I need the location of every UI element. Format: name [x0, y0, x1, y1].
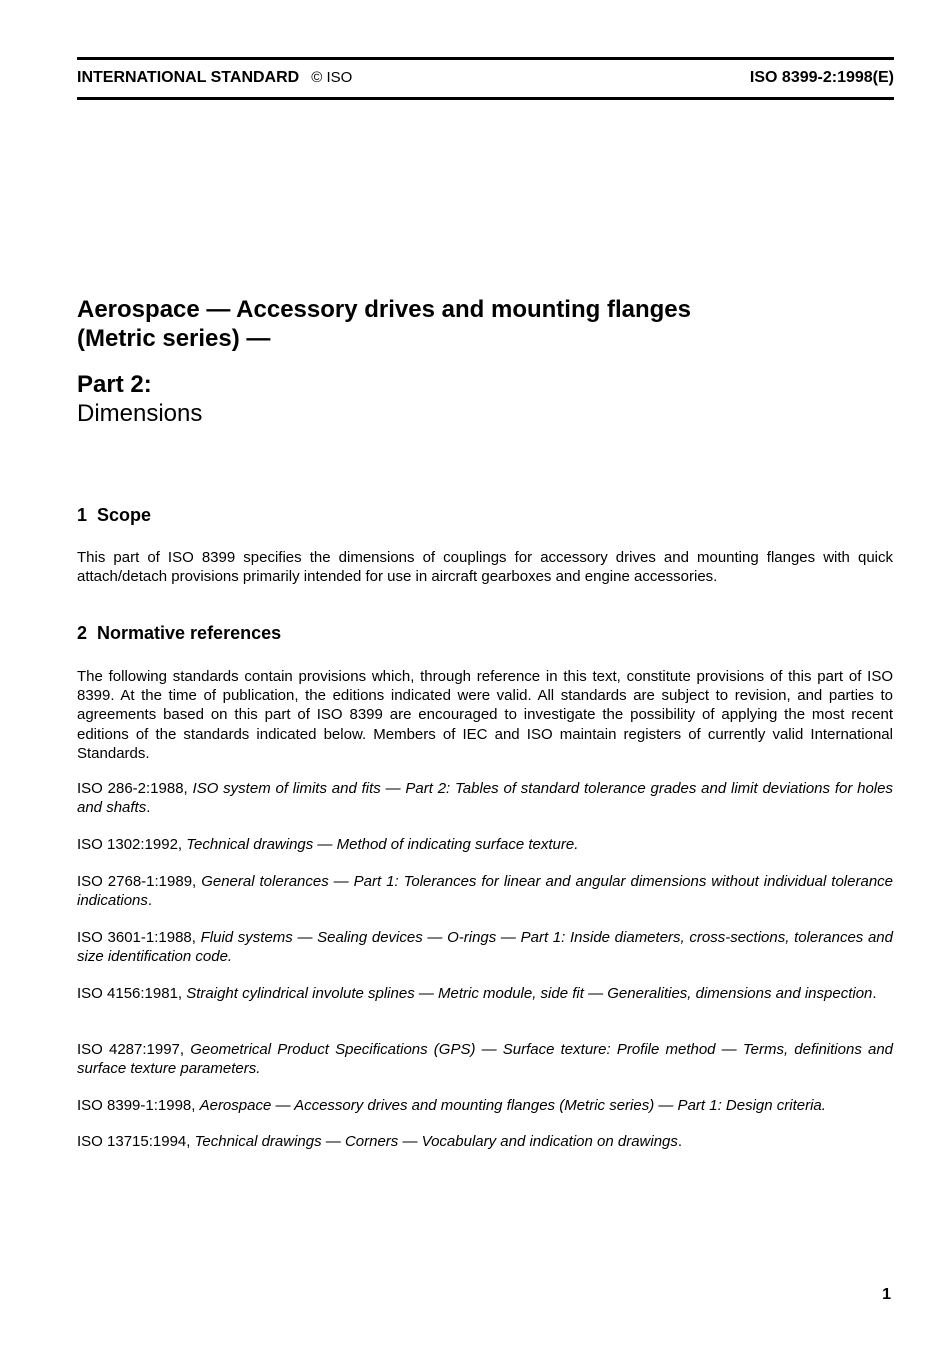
- reference-item: ISO 4287:1997, Geometrical Product Specifications (GPS) — Surface texture: Profile method — Terms, definitions and surface texture parameters.: [77, 1041, 894, 1078]
- reference-item: ISO 2768-1:1989, General tolerances — Part 1: Tolerances for linear and angular dimensions without individual tolerance indications.: [77, 873, 894, 910]
- reference-item: ISO 4156:1981, Straight cylindrical involute splines — Metric module, side fit — Generalities, dimensions and inspection.: [77, 985, 877, 1002]
- section-title: Normative references: [97, 623, 282, 643]
- normative-intro-paragraph: The following standards contain provisions which, through reference in this text, constitute provisions of this part of ISO 8399. At the time of publication, the editions indicated were valid. All standards are subject to revision, and parties to agreements based on this part of ISO 8399 are encouraged to investigate the possibility of applying the most recent editions of the standards indicated below. Members of IEC and ISO maintain registers of currently valid International Standards.: [77, 668, 893, 762]
- section-heading-normative-references: [77, 623, 281, 644]
- document-title: [77, 295, 894, 353]
- reference-item: ISO 1302:1992, Technical drawings — Method of indicating surface texture.: [77, 836, 579, 853]
- reference-item: ISO 13715:1994, Technical drawings — Corners — Vocabulary and indication on drawings.: [77, 1133, 683, 1150]
- copyright-notice: © ISO: [311, 69, 353, 86]
- section-number: 2: [77, 623, 88, 643]
- document-id: ISO 8399-2:1998(E): [749, 69, 894, 86]
- section-heading-scope: [77, 505, 151, 526]
- header-bottom-rule: [77, 97, 894, 100]
- part-subtitle: Dimensions: [77, 400, 203, 427]
- page-number: 1: [882, 1286, 891, 1303]
- part-label: Part 2:: [77, 371, 152, 398]
- title-line-2: (Metric series) —: [77, 325, 271, 352]
- header-top-rule: [77, 57, 894, 60]
- scope-paragraph: This part of ISO 8399 specifies the dimensions of couplings for accessory drives and mounting flanges with quick attach/detach provisions primarily intended for use in aircraft gearboxes and engine accessories.: [77, 549, 893, 586]
- section-title: Scope: [97, 505, 152, 525]
- part-heading: [77, 370, 894, 428]
- reference-item: ISO 286-2:1988, ISO system of limits and fits — Part 2: Tables of standard tolerance grades and limit deviations for holes and shafts.: [77, 780, 893, 817]
- standard-label: INTERNATIONAL STANDARD: [77, 69, 300, 86]
- page-header: [77, 69, 894, 89]
- section-number: 1: [77, 505, 88, 525]
- title-line-1: Aerospace — Accessory drives and mounting flanges: [77, 296, 691, 323]
- reference-item: ISO 8399-1:1998, Aerospace — Accessory drives and mounting flanges (Metric series) — Part 1: Design criteria.: [77, 1097, 826, 1114]
- reference-item: ISO 3601-1:1988, Fluid systems — Sealing devices — O-rings — Part 1: Inside diameters, cross-sections, tolerances and size identification code.: [77, 929, 893, 966]
